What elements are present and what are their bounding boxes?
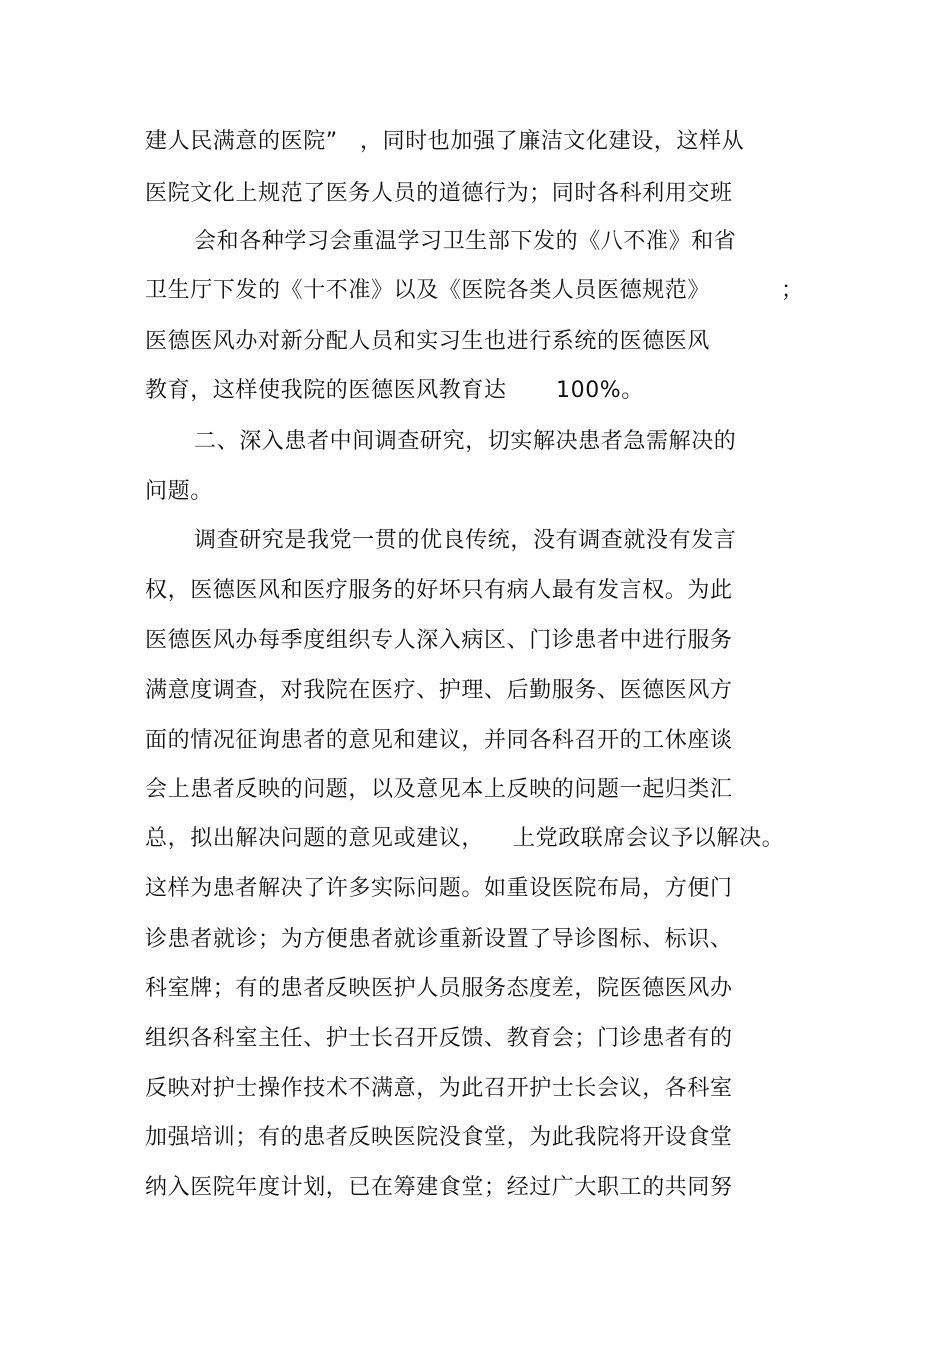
- text-line: 诊患者就诊；为方便患者就诊重新设置了导诊图标、标识、: [145, 927, 733, 952]
- paragraph-line: 会和各种学习会重温学习卫生部下发的《八不准》和省: [194, 229, 737, 254]
- section-heading-line: 问题。: [145, 479, 213, 504]
- text-line: 纳入医院年度计划，已在筹建食堂；经过广大职工的共同努: [145, 1175, 733, 1200]
- text-line: 加强培训；有的患者反映医院没食堂，为此我院将开设食堂: [145, 1125, 733, 1150]
- text-segment: 教育，这样使我院的医德医风教育达: [145, 378, 507, 403]
- text-segment: 建人民满意的医院”: [145, 129, 338, 154]
- text-line: 组织各科室主任、护士长召开反馈、教育会；门诊患者有的: [145, 1026, 733, 1051]
- text-line: 面的情况征询患者的意见和建议，并同各科召开的工休座谈: [145, 728, 733, 753]
- text-segment: 卫生厅下发的《十不准》以及《医院各类人员医德规范》: [145, 278, 711, 303]
- text-line: 医院文化上规范了医务人员的道德行为；同时各科利用交班: [145, 181, 733, 206]
- text-line: 科室牌；有的患者反映医护人员服务态度差，院医德医风办: [145, 976, 733, 1001]
- text-line: 满意度调查，对我院在医疗、护理、后勤服务、医德医风方: [145, 678, 733, 703]
- text-segment: 总，拟出解决问题的意见或建议，: [145, 826, 485, 851]
- text-segment: 上党政联席会议予以解决。: [513, 826, 785, 851]
- text-line: 这样为患者解决了许多实际问题。如重设医院布局，方便门: [145, 876, 733, 901]
- text-line: 医德医风办对新分配人员和实习生也进行系统的医德医风: [145, 329, 711, 354]
- text-segment: 100%。: [556, 378, 644, 403]
- text-line: 会上患者反映的问题，以及意见本上反映的问题一起归类汇: [145, 777, 733, 802]
- paragraph-line: 调查研究是我党一贯的优良传统，没有调查就没有发言: [194, 528, 737, 553]
- text-line: 反映对护士操作技术不满意，为此召开护士长会议，各科室: [145, 1076, 733, 1101]
- text-segment: ，同时也加强了廉洁文化建设，这样从: [360, 129, 745, 154]
- text-line: 医德医风办每季度组织专人深入病区、门诊患者中进行服务: [145, 628, 733, 653]
- text-line: 权，医德医风和医疗服务的好坏只有病人最有发言权。为此: [145, 578, 733, 603]
- section-heading-line: 二、深入患者中间调查研究，切实解决患者急需解决的: [194, 429, 737, 454]
- text-segment: ；: [781, 278, 804, 303]
